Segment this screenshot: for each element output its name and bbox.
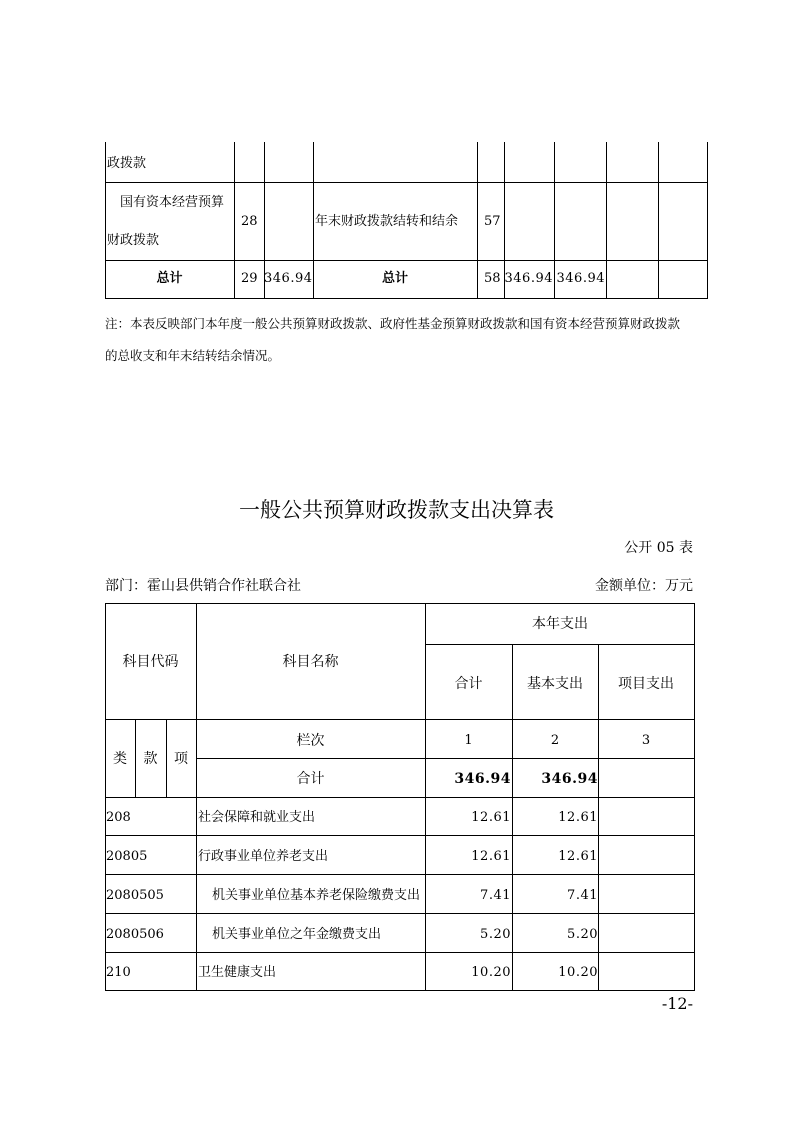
header-code: 科目代码 [122, 654, 179, 670]
row-total: 7.41 [480, 888, 511, 903]
row2-label-line2: 财政拨款 [107, 233, 160, 248]
row-basic: 12.61 [558, 849, 598, 864]
row-name: 机关事业单位之年金缴费支出 [212, 927, 382, 942]
row2-num-left: 28 [241, 214, 258, 229]
note-line-2: 的总收支和年末结转结余情况。 [105, 348, 281, 363]
row-code: 2080506 [106, 927, 164, 942]
row-code: 210 [106, 965, 131, 980]
total-label-left: 总计 [156, 271, 183, 286]
row-basic: 7.41 [567, 888, 598, 903]
row-total: 12.61 [471, 810, 511, 825]
row-name: 行政事业单位养老支出 [198, 849, 329, 864]
row2-label-line1: 国有资本经营预算 [120, 195, 225, 210]
row1-label-cont: 政拨款 [107, 156, 147, 171]
row-code: 2080505 [106, 888, 164, 903]
row-total: 12.61 [471, 849, 511, 864]
row-code: 208 [106, 810, 131, 825]
table-code: 公开 05 表 [624, 540, 693, 556]
total-value-right-1: 346.94 [504, 271, 553, 286]
header-kuan: 款 [143, 751, 158, 767]
row2-num-right: 57 [484, 214, 501, 229]
row-basic: 10.20 [558, 965, 598, 980]
row-code: 20805 [106, 849, 148, 864]
total-value-right-2: 346.94 [556, 271, 605, 286]
sum-basic: 346.94 [541, 771, 598, 787]
row-total: 5.20 [480, 927, 511, 942]
page-title: 一般公共预算财政拨款支出决算表 [239, 498, 554, 522]
header-name: 科目名称 [282, 654, 339, 670]
total-value-left: 346.94 [264, 271, 313, 286]
sum-total: 346.94 [454, 771, 511, 787]
unit-label: 金额单位：万元 [595, 578, 693, 594]
header-this-year: 本年支出 [532, 616, 588, 632]
row-name: 社会保障和就业支出 [198, 810, 316, 825]
column-index-1: 1 [464, 733, 473, 748]
total-num-right: 58 [484, 271, 501, 286]
row-total: 10.20 [471, 965, 511, 980]
row-basic: 12.61 [558, 810, 598, 825]
sum-label: 合计 [296, 771, 325, 787]
row-basic: 5.20 [567, 927, 598, 942]
department-label: 部门：霍山县供销合作社联合社 [105, 578, 301, 594]
column-index-2: 2 [550, 733, 560, 748]
header-xiang: 项 [174, 751, 188, 767]
row-name: 机关事业单位基本养老保险缴费支出 [212, 888, 421, 903]
total-label-right: 总计 [381, 271, 408, 286]
header-project: 项目支出 [618, 676, 674, 692]
total-num-left: 29 [241, 271, 258, 286]
header-lei: 类 [113, 751, 127, 767]
row2-right-label: 年末财政拨款结转和结余 [315, 214, 459, 229]
header-basic: 基本支出 [527, 676, 583, 692]
page-number: -12- [661, 994, 693, 1013]
column-index-3: 3 [641, 733, 651, 748]
header-total: 合计 [454, 676, 483, 692]
note-line-1: 注：本表反映部门本年度一般公共预算财政拨款、政府性基金预算财政拨款和国有资本经营预算财政拨款 [105, 316, 681, 331]
column-index-label: 栏次 [296, 733, 325, 749]
row-name: 卫生健康支出 [198, 965, 277, 980]
